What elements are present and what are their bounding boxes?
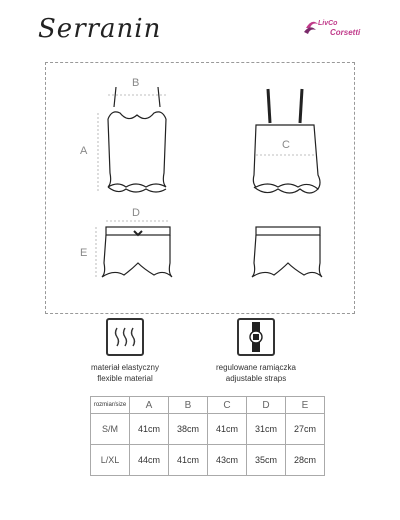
dimension-label-d: D bbox=[132, 207, 140, 219]
table-row bbox=[91, 445, 325, 476]
product-title: Serranin bbox=[38, 14, 162, 44]
table-cell: 31cm bbox=[247, 414, 286, 445]
front-camisole-drawing bbox=[108, 87, 166, 192]
size-table-col-header: C bbox=[208, 397, 247, 414]
size-row-label: S/M bbox=[91, 414, 130, 445]
back-shorts-drawing bbox=[252, 227, 322, 277]
size-table-col-header: B bbox=[169, 397, 208, 414]
dimension-label-a: A bbox=[80, 145, 88, 157]
dimension-label-c: C bbox=[282, 139, 290, 151]
front-shorts-drawing bbox=[102, 227, 172, 277]
size-table-corner: rozmiar/size bbox=[91, 397, 130, 414]
brand-name-line2: Corsetti bbox=[330, 28, 361, 37]
size-row-label: L/XL bbox=[91, 445, 130, 476]
dimension-label-e: E bbox=[80, 247, 88, 259]
feature-line2: adjustable straps bbox=[225, 374, 287, 383]
table-cell: 44cm bbox=[130, 445, 169, 476]
feature-line2: flexible material bbox=[97, 374, 153, 383]
size-table bbox=[90, 396, 325, 476]
size-table-col-header: A bbox=[130, 397, 169, 414]
table-cell: 41cm bbox=[208, 414, 247, 445]
flexible-material-icon bbox=[106, 318, 144, 356]
size-table-header-row bbox=[91, 397, 325, 414]
brand-logo bbox=[300, 16, 380, 46]
table-cell: 27cm bbox=[286, 414, 325, 445]
table-cell: 41cm bbox=[130, 414, 169, 445]
table-cell: 38cm bbox=[169, 414, 208, 445]
dimension-label-b: B bbox=[132, 77, 140, 89]
table-cell: 28cm bbox=[286, 445, 325, 476]
feature-line1: regulowane ramiączka bbox=[215, 363, 297, 372]
brand-name-line1: LivCo bbox=[318, 20, 338, 27]
feature-flexible-material bbox=[70, 318, 180, 384]
size-table-col-header: E bbox=[286, 397, 325, 414]
table-cell: 43cm bbox=[208, 445, 247, 476]
feature-line1: materiał elastyczny bbox=[90, 363, 160, 372]
adjustable-straps-icon bbox=[237, 318, 275, 356]
table-cell: 41cm bbox=[169, 445, 208, 476]
table-row bbox=[91, 414, 325, 445]
table-cell: 35cm bbox=[247, 445, 286, 476]
garment-drawings bbox=[46, 63, 354, 313]
garment-diagram bbox=[45, 62, 355, 314]
size-table-col-header: D bbox=[247, 397, 286, 414]
feature-adjustable-straps bbox=[196, 318, 316, 384]
